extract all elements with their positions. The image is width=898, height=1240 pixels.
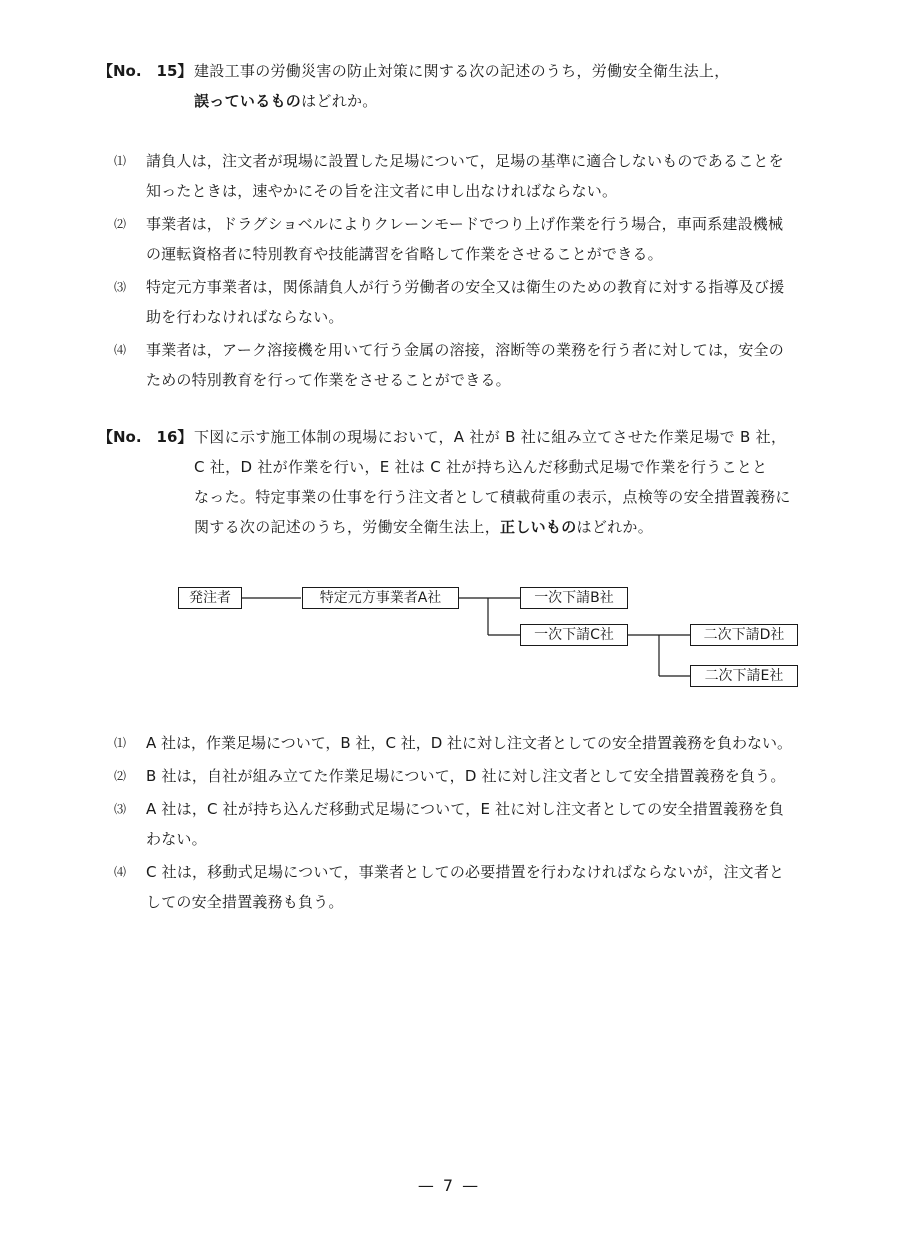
option-3 [114, 272, 814, 332]
option-number: ⑴ [114, 736, 127, 750]
option-1 [114, 146, 814, 206]
question-stem-line: なった。特定事業の仕事を行う注文者として積載荷重の表示，点検等の安全措置義務に [194, 488, 791, 506]
option-text: しての安全措置義務も負う。 [146, 893, 344, 911]
option-number: ⑵ [114, 769, 127, 783]
question-number: 【No. 15】 [98, 62, 193, 80]
option-text: 事業者は，アーク溶接機を用いて行う金属の溶接，溶断等の業務を行う者に対しては，安全の [146, 341, 784, 359]
option-text: 助を行わなければならない。 [146, 308, 344, 326]
option-number: ⑷ [114, 343, 127, 357]
option-text: B 社は，自社が組み立てた作業足場について，D 社に対し注文者として安全措置義務を負う。 [146, 767, 786, 785]
option-text: 知ったときは，速やかにその旨を注文者に申し出なければならない。 [146, 182, 618, 200]
option-number: ⑶ [114, 802, 127, 816]
question-15-header [98, 56, 802, 116]
question-15-options [114, 146, 814, 398]
question-number: 【No. 16】 [98, 428, 193, 446]
option-number: ⑴ [114, 154, 127, 168]
page-number: — 7 — [417, 1176, 481, 1195]
question-stem-line: 建設工事の労働災害の防止対策に関する次の記述のうち，労働安全衛生法上， [194, 62, 730, 80]
option-number: ⑵ [114, 217, 127, 231]
question-stem-line [194, 512, 802, 542]
option-4 [114, 335, 814, 395]
option-3 [114, 794, 834, 854]
emphasis-text: 誤っているもの [194, 92, 302, 110]
option-2 [114, 761, 834, 791]
org-box-orderer: 発注者 [178, 587, 242, 609]
option-text: A 社は，C 社が持ち込んだ移動式足場について，E 社に対し注文者としての安全措置義務を負 [146, 800, 784, 818]
option-number: ⑶ [114, 280, 127, 294]
option-text: の運転資格者に特別教育や技能講習を省略して作業をさせることができる。 [146, 245, 663, 263]
option-text: 請負人は，注文者が現場に設置した足場について，足場の基準に適合しないものであることを [146, 152, 784, 170]
question-stem-line [194, 86, 802, 116]
org-box-subcontractor-b: 一次下請B社 [520, 587, 628, 609]
question-stem-text: はどれか。 [301, 92, 378, 110]
emphasis-text: 正しいもの [500, 518, 577, 536]
option-text: ための特別教育を行って作業をさせることができる。 [146, 371, 511, 389]
org-box-subcontractor-c: 一次下請C社 [520, 624, 628, 646]
option-text: 特定元方事業者は，関係請負人が行う労働者の安全又は衛生のための教育に対する指導及び援 [146, 278, 785, 296]
org-box-subcontractor-d: 二次下請D社 [690, 624, 798, 646]
question-16-stem [194, 422, 802, 542]
option-text: C 社は，移動式足場について，事業者としての必要措置を行わなければならないが，注文者と [146, 863, 785, 881]
option-text: わない。 [146, 830, 207, 848]
option-text: 事業者は，ドラグショベルによりクレーンモードでつり上げ作業を行う場合，車両系建設機械 [146, 215, 784, 233]
option-4 [114, 857, 834, 917]
question-stem-text: 関する次の記述のうち，労働安全衛生法上， [194, 518, 501, 536]
option-text: A 社は，作業足場について，B 社，C 社，D 社に対し注文者としての安全措置義務を負わない。 [146, 734, 793, 752]
question-16-options [114, 728, 834, 920]
question-16-header [98, 422, 802, 542]
question-stem-text: はどれか。 [576, 518, 654, 536]
option-number: ⑷ [114, 865, 127, 879]
org-box-prime-contractor: 特定元方事業者A社 [302, 587, 459, 609]
question-15-stem [194, 56, 802, 116]
org-box-subcontractor-e: 二次下請E社 [690, 665, 798, 687]
option-1 [114, 728, 834, 758]
option-2 [114, 209, 814, 269]
question-stem-line: 下図に示す施工体制の現場において，A 社が B 社に組み立てさせた作業足場で B 社， [194, 428, 787, 446]
question-stem-line: C 社，D 社が作業を行い，E 社は C 社が持ち込んだ移動式足場で作業を行うことと [194, 458, 768, 476]
